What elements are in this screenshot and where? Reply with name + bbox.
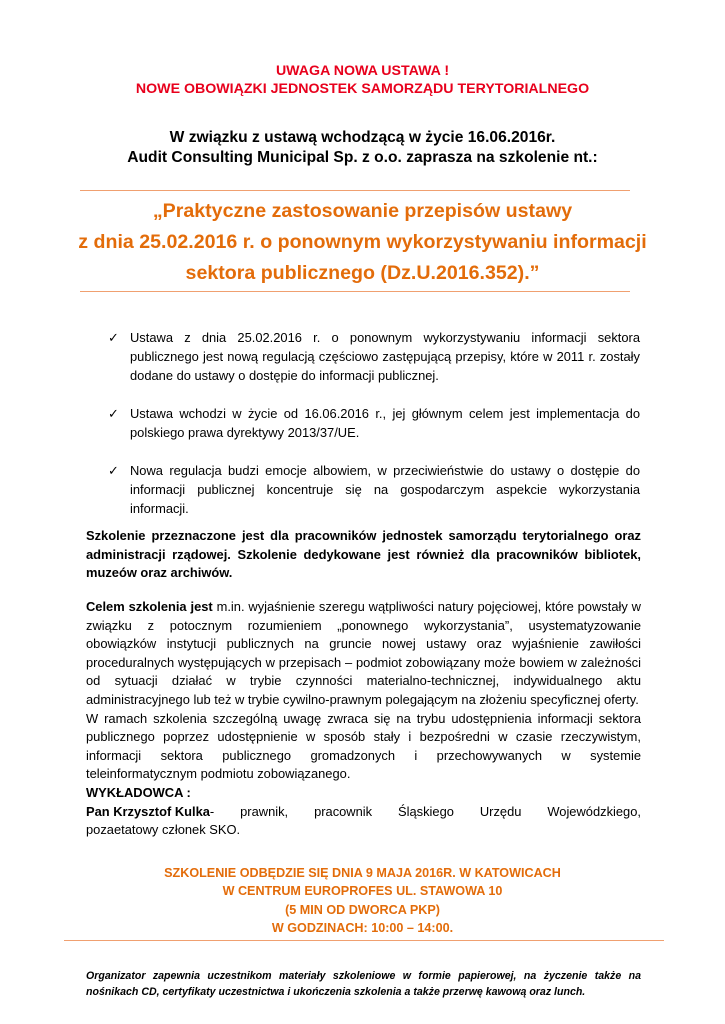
header-line-2: NOWE OBOWIĄZKI JEDNOSTEK SAMORZĄDU TERYTORIALNEGO <box>135 81 590 97</box>
lecturer-desc-line-2: pozaetatowy członek SKO. <box>86 822 241 838</box>
lecturer-line <box>86 803 641 822</box>
footer-divider <box>64 940 664 941</box>
list-item <box>106 404 640 442</box>
title-line-2: z dnia 25.02.2016 r. o ponownym wykorzystywaniu informacji <box>78 231 647 253</box>
goal-paragraph <box>86 598 641 710</box>
event-details <box>0 864 725 938</box>
list-item <box>106 328 640 385</box>
header-line-1: UWAGA NOWA USTAWA ! <box>275 63 450 79</box>
lecturer-name: Pan Krzysztof Kulka <box>86 803 210 819</box>
event-line-3: (5 MIN OD DWORCA PKP) <box>285 902 440 917</box>
lecturer-desc-word: Urzędu <box>479 803 522 819</box>
list-item-text: Ustawa wchodzi w życie od 16.06.2016 r., jej głównym celem jest implementacja do polskiego prawa dyrektywy 2013/37/UE. <box>130 406 640 440</box>
goal-text: m.in. wyjaśnienie szeregu wątpliwości natury pojęciowej, które powstały w związku z potocznym rozumieniem „ponownego wykorzystania”, usystematyzowanie obowiązków instytucji publicznych na gruncie nowej ustawy oraz wyjaśnienie zawiłości proceduralnych występujących w przepisach – podmiot zobowiązany może bowiem w zależności od sytuacji działać w trybie czynności materialno-technicznej, indywidualnego aktu administracyjnego lub też w trybie cywilno-prawnym polegającym na złożeniu specyficznej oferty. <box>86 599 641 707</box>
invitation-header <box>0 128 725 168</box>
training-goal <box>86 598 641 840</box>
training-title <box>0 196 725 289</box>
top-divider <box>80 190 630 191</box>
goal-label: Celem szkolenia jest <box>86 599 213 614</box>
event-line-1: SZKOLENIE ODBĘDZIE SIĘ DNIA 9 MAJA 2016R. W KATOWICACH <box>164 866 561 880</box>
organizer-note: Organizator zapewnia uczestnikom materiały szkoleniowe w formie papierowej, na życzenie także na nośnikach CD, certyfikaty uczestnictwa i ukończenia szkolenia a także przerwę kawową oraz lunch. <box>86 970 641 998</box>
checkmark-icon: ✓ <box>108 463 119 478</box>
list-item <box>106 461 640 518</box>
goal-paragraph-2: W ramach szkolenia szczególną uwagę zwraca się na trybu udostępnienia informacji sektora publicznego poprzez udostępnienie w sposób stały i bezpośredni w czasie rzeczywistym, informacji sektora publicznego gromadzonych i przechowywanych w systemie teleinformatycznym podmiotu zobowiązanego. <box>86 710 641 782</box>
lecturer-desc-word: Śląskiego <box>398 803 454 819</box>
lecturer-heading: WYKŁADOWCA : <box>86 784 191 800</box>
checkmark-icon: ✓ <box>108 406 119 421</box>
lecturer-desc-word: prawnik, <box>240 803 289 819</box>
target-audience: Szkolenie przeznaczone jest dla pracowników jednostek samorządu terytorialnego oraz administracji rządowej. Szkolenie dedykowane jest również dla pracowników bibliotek, muzeów oraz archiwów. <box>86 528 641 581</box>
bottom-divider <box>80 291 630 292</box>
event-line-4: W GODZINACH: 10:00 – 14:00. <box>271 921 454 936</box>
checkmark-icon: ✓ <box>108 330 119 345</box>
key-points-list <box>106 328 640 537</box>
list-item-text: Ustawa z dnia 25.02.2016 r. o ponownym wykorzystywaniu informacji sektora publicznego jest nową regulacją częściowo zastępującą przepisy, które w 2011 r. zostały dodane do ustawy o dostępie do informacji publicznej. <box>130 330 640 383</box>
announcement-header <box>0 62 725 98</box>
lecturer-desc-word: - <box>209 803 215 819</box>
lecturer-name-group <box>86 803 214 822</box>
lecturer-desc-word: pracownik <box>314 803 373 819</box>
title-line-1: „Praktyczne zastosowanie przepisów ustawy <box>152 200 573 222</box>
list-item-text: Nowa regulacja budzi emocje albowiem, w przeciwieństwie do ustawy o dostępie do informacji publicznej koncentruje się na gospodarczym aspekcie wykorzystania informacji. <box>130 463 640 516</box>
lecturer-desc-word: Wojewódzkiego, <box>547 803 641 819</box>
invitation-line-1: W związku z ustawą wchodzącą w życie 16.06.2016r. <box>169 129 556 146</box>
title-line-3: sektora publicznego (Dz.U.2016.352).” <box>185 262 540 284</box>
invitation-line-2: Audit Consulting Municipal Sp. z o.o. zaprasza na szkolenie nt.: <box>127 149 598 166</box>
event-line-2: W CENTRUM EUROPROFES UL. STAWOWA 10 <box>222 884 503 899</box>
